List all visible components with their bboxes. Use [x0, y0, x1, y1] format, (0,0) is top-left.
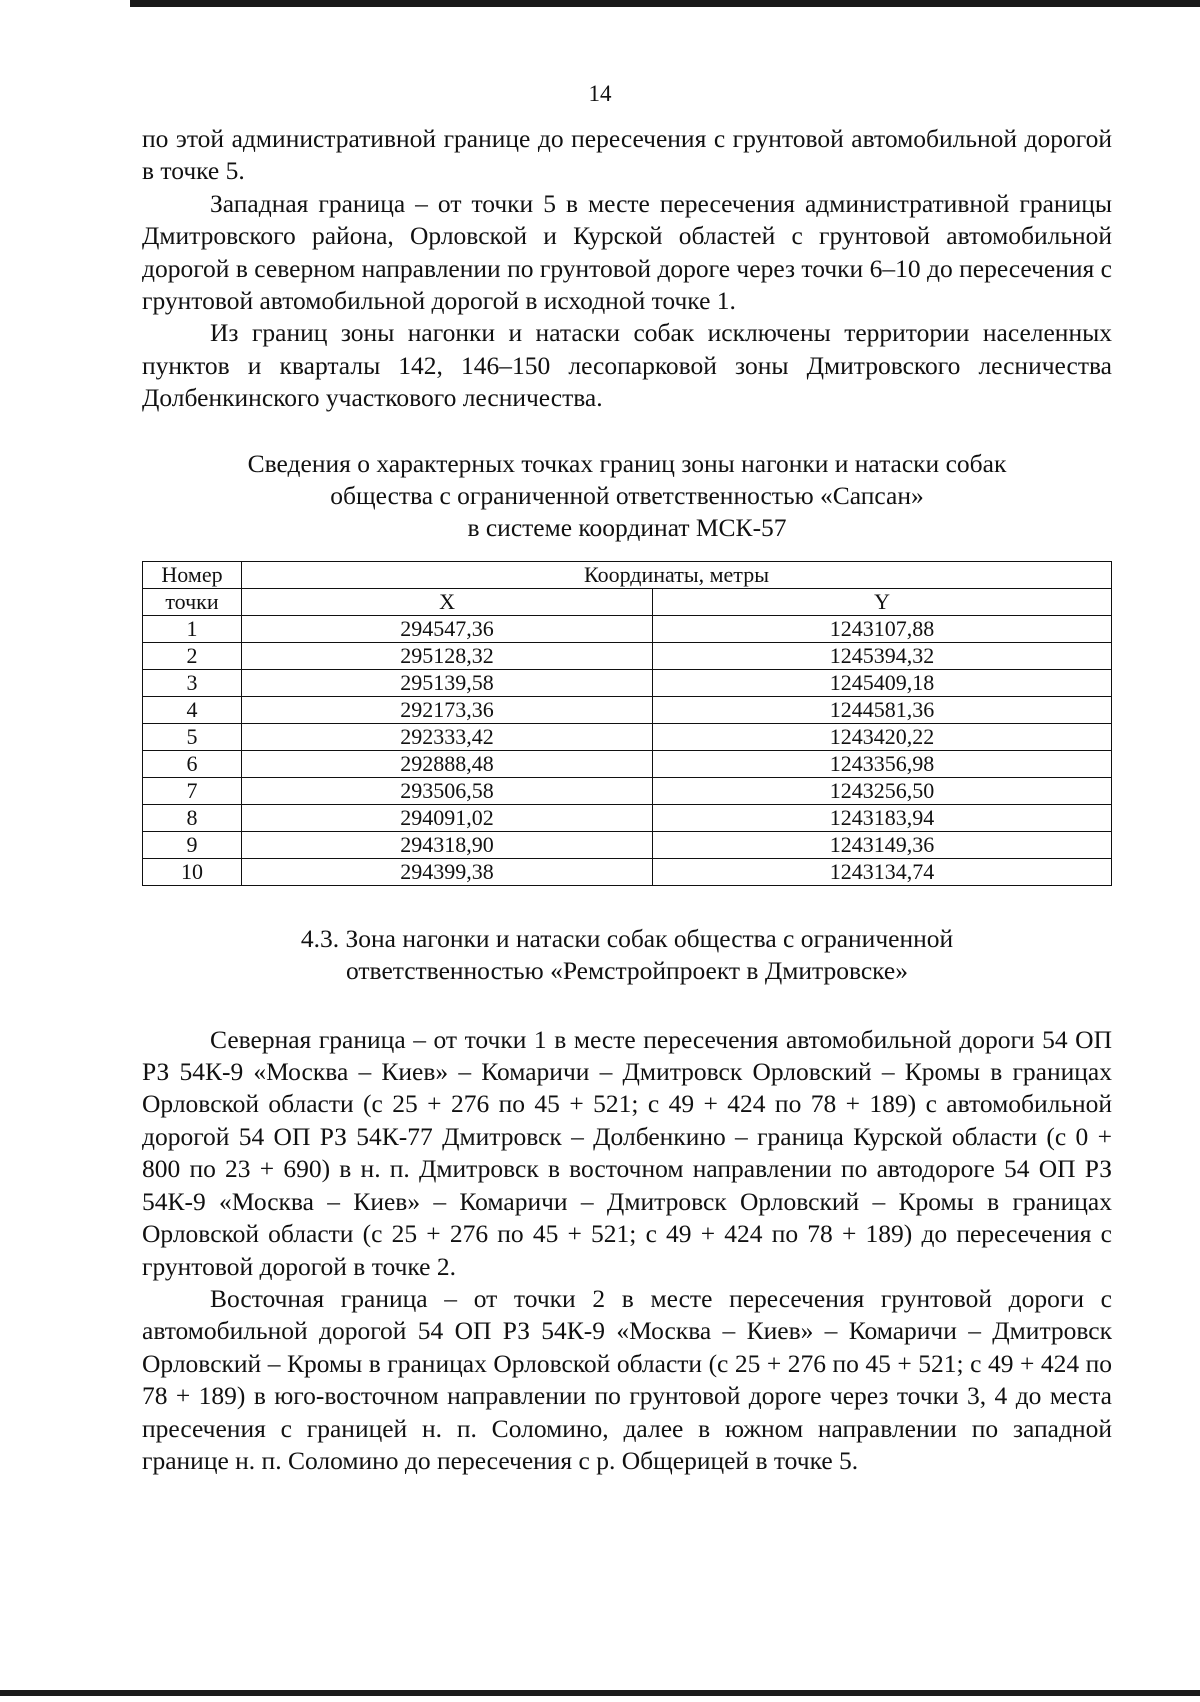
cell-y: 1243149,36 — [653, 831, 1112, 858]
cell-x: 292888,48 — [242, 750, 653, 777]
header-point-number: Номер — [143, 561, 242, 588]
header-x: X — [242, 588, 653, 615]
table-header-row — [143, 561, 1112, 588]
cell-point-number: 2 — [143, 642, 242, 669]
table-row — [143, 777, 1112, 804]
paragraphs-bottom — [142, 1024, 1112, 1478]
table-row — [143, 696, 1112, 723]
cell-point-number: 3 — [143, 669, 242, 696]
table-row — [143, 669, 1112, 696]
cell-point-number: 6 — [143, 750, 242, 777]
cell-point-number: 10 — [143, 858, 242, 885]
table-caption-line-3: в системе координат МСК-57 — [467, 512, 787, 542]
cell-point-number: 7 — [143, 777, 242, 804]
header-y: Y — [653, 588, 1112, 615]
table-caption — [142, 448, 1112, 544]
paragraph-continuation: по этой административной границе до пересечения с грунтовой автомобильной дорогой в точке 5. — [142, 124, 1112, 186]
cell-y: 1244581,36 — [653, 696, 1112, 723]
paragraph-northern-boundary: Северная граница – от точки 1 в месте пересечения автомобильной дороги 54 ОП РЗ 54К-9 «Москва – Киев» – Комаричи – Дмитровск Орловский – Кромы в границах Орловской области (с 25 + 276 по 45 + 521; с 49 + 424 по 78 + 189) с автомобильной дорогой 54 ОП РЗ 54К-77 Дмитровск – Долбенкино – граница Курской области (с 0 + 800 по 23 + 690) в н. п. Дмитровск в восточном направлении по автодороге 54 ОП РЗ 54К-9 «Москва – Киев» – Комаричи – Дмитровск Орловский – Кромы в границах Орловской области (с 25 + 276 по 45 + 521; с 49 + 424 по 78 + 189) до пересечения с грунтовой дорогой в точке 2. — [142, 1024, 1112, 1281]
cell-point-number: 9 — [143, 831, 242, 858]
paragraph-exclusions: Из границ зоны нагонки и натаски собак исключены территории населенных пунктов и кварталы 142, 146–150 лесопарковой зоны Дмитровского лесничества Долбенкинского участкового лесничества. — [142, 318, 1112, 413]
table-caption-line-1: Сведения о характерных точках границ зоны нагонки и натаски собак — [247, 448, 1007, 478]
table-row — [143, 804, 1112, 831]
cell-x: 295128,32 — [242, 642, 653, 669]
cell-x: 295139,58 — [242, 669, 653, 696]
page-number: 14 — [588, 81, 612, 106]
cell-y: 1245394,32 — [653, 642, 1112, 669]
cell-x: 292173,36 — [242, 696, 653, 723]
cell-x: 292333,42 — [242, 723, 653, 750]
cell-y: 1243134,74 — [653, 858, 1112, 885]
table-row — [143, 831, 1112, 858]
scan-edge-bottom — [0, 1690, 1200, 1696]
cell-y: 1245409,18 — [653, 669, 1112, 696]
cell-y: 1243256,50 — [653, 777, 1112, 804]
table-caption-line-2: общества с ограниченной ответственностью «Сапсан» — [330, 480, 924, 510]
cell-point-number: 5 — [143, 723, 242, 750]
scan-edge-top — [130, 0, 1200, 7]
cell-y: 1243420,22 — [653, 723, 1112, 750]
cell-x: 294091,02 — [242, 804, 653, 831]
cell-point-number: 8 — [143, 804, 242, 831]
cell-x: 293506,58 — [242, 777, 653, 804]
cell-point-number: 1 — [143, 615, 242, 642]
cell-x: 294318,90 — [242, 831, 653, 858]
header-coordinates: Координаты, метры — [242, 561, 1112, 588]
table-row — [143, 723, 1112, 750]
document-body — [142, 123, 1112, 1477]
table-row — [143, 642, 1112, 669]
section-heading-line-2: ответственностью «Ремстройпроект в Дмитровске» — [346, 955, 908, 985]
table-row — [143, 615, 1112, 642]
cell-y: 1243107,88 — [653, 615, 1112, 642]
cell-x: 294547,36 — [242, 615, 653, 642]
table-row — [143, 750, 1112, 777]
coordinates-table — [142, 561, 1112, 886]
header-point-number-2: точки — [143, 588, 242, 615]
table-header-row — [143, 588, 1112, 615]
section-heading — [142, 923, 1112, 987]
table-row — [143, 858, 1112, 885]
cell-y: 1243356,98 — [653, 750, 1112, 777]
paragraph-western-boundary: Западная граница – от точки 5 в месте пересечения административной границы Дмитровского района, Орловской и Курской областей с грунтовой автомобильной дорогой в северном направлении по грунтовой дороге через точки 6–10 до пересечения с грунтовой автомобильной дорогой в исходной точке 1. — [142, 188, 1112, 316]
paragraphs-top — [142, 123, 1112, 415]
cell-y: 1243183,94 — [653, 804, 1112, 831]
paragraph-eastern-boundary: Восточная граница – от точки 2 в месте пересечения грунтовой дороги с автомобильной дорогой 54 ОП РЗ 54К-9 «Москва – Киев» – Комаричи – Дмитровск Орловский – Кромы в границах Орловской области (с 25 + 276 по 45 + 521; с 49 + 424 по 78 + 189) в юго-восточном направлении по грунтовой дороге через точки 3, 4 до места пресечения с границей н. п. Соломино, далее в южном направлении по западной границе н. п. Соломино до пересечения с р. Общерицей в точке 5. — [142, 1283, 1112, 1475]
cell-x: 294399,38 — [242, 858, 653, 885]
cell-point-number: 4 — [143, 696, 242, 723]
section-heading-line-1: 4.3. Зона нагонки и натаски собак общества с ограниченной — [300, 923, 954, 953]
